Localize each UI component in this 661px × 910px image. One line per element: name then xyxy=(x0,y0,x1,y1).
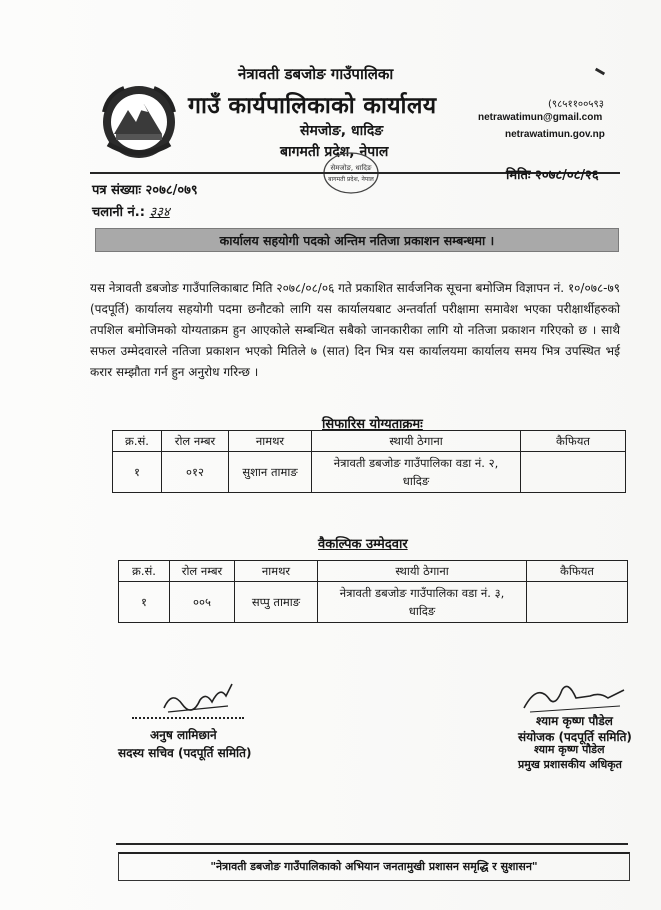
alternate-table xyxy=(118,560,628,623)
left-signature-line xyxy=(132,717,244,719)
cell-roll: ००५ xyxy=(170,582,235,623)
alternate-title: वैकल्पिक उम्मेदवार xyxy=(318,537,408,552)
right-signatory-title: संयोजक (पदपूर्ति समिति) xyxy=(518,730,632,744)
letter-number-label: पत्र संख्याः xyxy=(92,183,142,198)
cell-remarks xyxy=(521,452,626,493)
col-remarks: कैफियत xyxy=(521,431,626,452)
cell-address xyxy=(318,582,527,623)
left-signatory-name: अनुष लामिछाने xyxy=(150,728,217,742)
cell-name: सप्पु तामाङ xyxy=(235,582,318,623)
table-header-row xyxy=(113,431,626,452)
stamp-text-2: बागमती प्रदेश, नेपाल xyxy=(328,176,374,183)
cell-address xyxy=(312,452,521,493)
col-serial: क्र.सं. xyxy=(119,561,170,582)
col-roll: रोल नम्बर xyxy=(170,561,235,582)
dispatch-number-label: चलानी नं.: xyxy=(92,205,145,220)
dispatch-number-value: ३३४ xyxy=(149,205,170,220)
municipality-logo-icon xyxy=(98,82,180,162)
letter-date-label: मितिः xyxy=(506,168,531,183)
office-location: सेमजोङ, धादिङ xyxy=(300,123,384,139)
col-address: स्थायी ठेगाना xyxy=(318,561,527,582)
dispatch-number xyxy=(92,202,170,220)
right-stamp-name: श्याम कृष्ण पौडेल xyxy=(534,743,605,756)
col-address: स्थायी ठेगाना xyxy=(312,431,521,452)
footer-divider xyxy=(116,843,628,845)
website: netrawatimun.gov.np xyxy=(505,129,605,140)
col-name: नामथर xyxy=(229,431,312,452)
footer-motto: "नेत्रावती डबजोङ गाउँपालिकाको अभियान जनतामुखी प्रशासन समृद्धि र सुशासन" xyxy=(210,860,538,873)
office-province: बागमती प्रदेश, नेपाल xyxy=(280,144,389,160)
recommended-title: सिफारिस योग्यताक्रमः xyxy=(322,417,423,432)
col-remarks: कैफियत xyxy=(527,561,628,582)
col-roll: रोल नम्बर xyxy=(162,431,229,452)
right-stamp-title: प्रमुख प्रशासकीय अधिकृत xyxy=(518,758,622,771)
municipality-name: नेत्रावती डबजोङ गाउँपालिका xyxy=(238,65,394,83)
cell-serial: १ xyxy=(113,452,162,493)
address-line-2: धादिङ xyxy=(402,474,430,488)
stamp-text-1: सेमजोङ, धादिङ xyxy=(330,164,372,172)
subject-text: कार्यालय सहयोगी पदको अन्तिम नतिजा प्रकाशन सम्बन्धमा । xyxy=(219,233,495,248)
email-address: netrawatimun@gmail.com xyxy=(478,112,603,123)
right-signature-mark xyxy=(520,676,630,716)
address-line-1: नेत्रावती डबजोङ गाउँपालिका वडा नं. ३, xyxy=(339,586,505,600)
table-row xyxy=(113,452,626,493)
scan-mark xyxy=(595,68,605,76)
left-signatory-title: सदस्य सचिव (पदपूर्ति समिति) xyxy=(118,746,252,760)
table-header-row xyxy=(119,561,628,582)
cell-name: सुशान तामाङ xyxy=(229,452,312,493)
letter-number-value: २०७८/०७९ xyxy=(145,183,198,198)
address-line-1: नेत्रावती डबजोङ गाउँपालिका वडा नं. २, xyxy=(333,456,499,470)
letter-date xyxy=(506,165,599,183)
cell-remarks xyxy=(527,582,628,623)
cell-roll: ०१२ xyxy=(162,452,229,493)
right-signatory-name: श्याम कृष्ण पौडेल xyxy=(536,714,613,728)
subject-bar xyxy=(95,228,619,252)
footer-motto-box xyxy=(118,852,630,881)
col-serial: क्र.सं. xyxy=(113,431,162,452)
recommended-table xyxy=(112,430,626,493)
letter-number xyxy=(92,180,198,198)
cell-serial: १ xyxy=(119,582,170,623)
phone-number: (९८५११००५९३ xyxy=(548,99,604,110)
col-name: नामथर xyxy=(235,561,318,582)
notice-body: यस नेत्रावती डबजोङ गाउँपालिकाबाट मिति २०७८/०८/०६ गते प्रकाशित सार्वजनिक सूचना बमोजिम विज्ञापन नं. १०/०७८-७९ (पदपूर्ति) कार्यालय सहयोगी पदमा छनौटको लागि यस कार्यालयबाट अन्तर्वार्ता परीक्षामा समावेश भएका परीक्षार्थीहरुको तपशिल बमोजिमको योग्यताक्रम हुन आएकोले सम्बन्धित सबैको जानकारीका लागि यो नतिजा प्रकाशन गरिएको छ । साथै सफल उम्मेदवारले नतिजा प्रकाशन भएको मितिले ७ (सात) दिन भित्र यस कार्यालयमा कार्यालय समय भित्र उपस्थित भई करार सम्झौता गर्न हुन अनुरोध गरिन्छ । xyxy=(90,281,620,379)
office-title: गाउँ कार्यपालिकाको कार्यालय xyxy=(188,93,437,119)
table-row xyxy=(119,582,628,623)
letter-date-value: २०७८/०८/२६ xyxy=(535,168,599,183)
left-signature-mark xyxy=(160,682,240,716)
address-line-2: धादिङ xyxy=(408,604,436,618)
